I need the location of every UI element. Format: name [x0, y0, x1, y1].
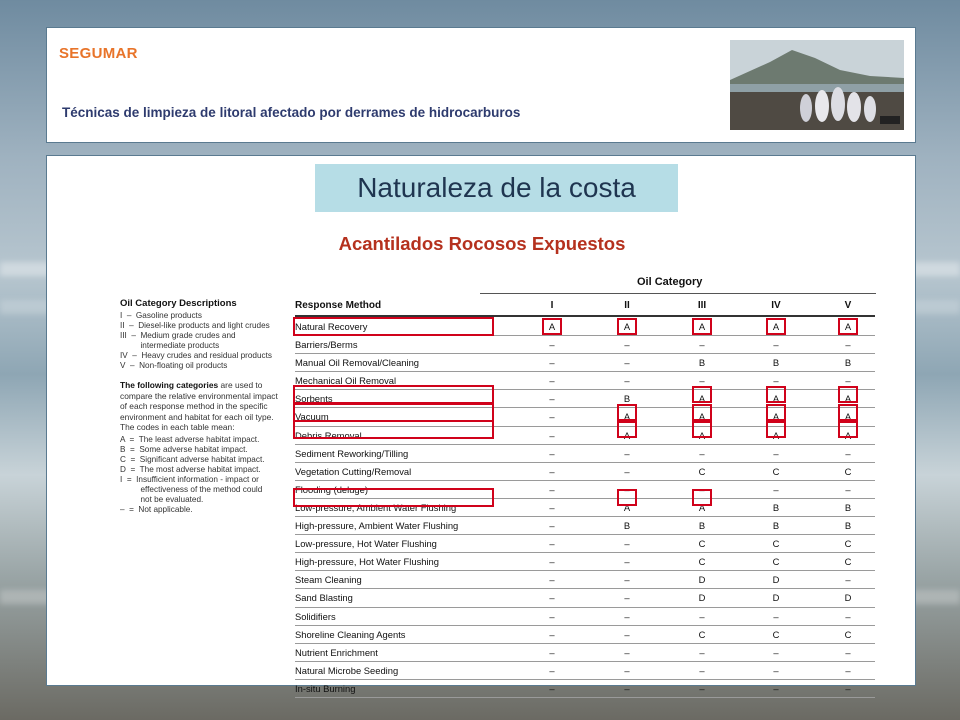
- response-method-cell: High-pressure, Ambient Water Flushing: [295, 520, 459, 532]
- rating-cell: –: [773, 483, 779, 495]
- rating-cell: D: [698, 574, 706, 586]
- rating-cell: C: [844, 465, 852, 477]
- response-method-cell: Mechanical Oil Removal: [295, 375, 397, 387]
- rating-cell: –: [699, 483, 705, 495]
- oil-category-rule: [480, 293, 876, 294]
- rating-cell: –: [549, 574, 555, 586]
- rating-cell: –: [773, 646, 779, 658]
- rating-cell: C: [698, 628, 706, 640]
- legend-code: effectiveness of the method could: [120, 484, 263, 494]
- slide-title: Naturaleza de la costa: [315, 164, 678, 212]
- rating-highlight-box: [617, 489, 637, 506]
- rating-cell: –: [624, 357, 630, 369]
- rating-cell: –: [549, 682, 555, 694]
- legend-code: C = Significant adverse habitat impact.: [120, 454, 265, 464]
- response-method-cell: Natural Recovery: [295, 321, 368, 332]
- rating-cell: B: [772, 357, 780, 369]
- rating-cell: –: [549, 592, 555, 604]
- response-method-cell: Natural Microbe Seeding: [295, 664, 399, 676]
- legend-title: Oil Category Descriptions: [120, 298, 237, 309]
- rating-cell: –: [549, 447, 555, 459]
- response-method-cell: Sediment Reworking/Tilling: [295, 447, 409, 459]
- rating-cell: B: [698, 520, 706, 532]
- method-column-header: Response Method: [295, 300, 382, 311]
- table-row: [295, 589, 875, 607]
- method-highlight-box: [293, 488, 494, 507]
- table-row: [295, 571, 875, 589]
- response-method-cell: High-pressure, Hot Water Flushing: [295, 556, 439, 568]
- beach-cleanup-photo: [730, 40, 904, 130]
- content-panel: [46, 155, 916, 694]
- rating-cell: –: [624, 375, 630, 387]
- rating-cell: –: [699, 447, 705, 459]
- rating-cell: –: [624, 538, 630, 550]
- rating-cell: –: [699, 664, 705, 676]
- rating-cell: A: [698, 321, 706, 332]
- rating-cell: B: [844, 501, 852, 513]
- rating-cell: –: [624, 447, 630, 459]
- rating-cell: –: [624, 483, 630, 495]
- rating-cell: –: [773, 664, 779, 676]
- rating-cell: –: [624, 574, 630, 586]
- rating-highlight-box: [692, 404, 712, 421]
- rating-cell: D: [844, 592, 852, 604]
- response-method-cell: Vegetation Cutting/Removal: [295, 465, 412, 477]
- rating-cell: –: [624, 610, 630, 622]
- rating-cell: –: [845, 483, 851, 495]
- rating-cell: –: [624, 646, 630, 658]
- legend-item: V – Non-floating oil products: [120, 361, 228, 370]
- rating-cell: A: [844, 321, 852, 332]
- response-method-cell: Manual Oil Removal/Cleaning: [295, 357, 420, 369]
- rating-cell: –: [699, 646, 705, 658]
- rating-cell: –: [549, 411, 555, 423]
- rating-cell: B: [698, 357, 706, 369]
- rating-highlight-box: [692, 386, 712, 403]
- rating-highlight-box: [838, 386, 858, 403]
- oil-category-legend: [120, 298, 285, 515]
- rating-cell: C: [772, 556, 780, 568]
- rating-cell: –: [773, 375, 779, 387]
- rating-cell: A: [772, 393, 780, 405]
- rating-highlight-box: [838, 421, 858, 438]
- rating-cell: –: [549, 339, 555, 351]
- column-header-v: V: [844, 300, 852, 311]
- rating-cell: D: [772, 592, 780, 604]
- rating-cell: –: [624, 682, 630, 694]
- rating-cell: –: [699, 375, 705, 387]
- rating-cell: C: [698, 465, 706, 477]
- rating-cell: –: [549, 628, 555, 640]
- rating-cell: B: [844, 520, 852, 532]
- column-header-ii: II: [624, 300, 630, 311]
- rating-cell: C: [698, 556, 706, 568]
- method-highlight-box: [293, 317, 494, 336]
- rating-cell: A: [698, 411, 706, 423]
- rating-cell: –: [773, 339, 779, 351]
- header-panel: [46, 27, 916, 143]
- legend-item: IV – Heavy crudes and residual products: [120, 351, 273, 360]
- response-method-cell: Steam Cleaning: [295, 574, 362, 586]
- brand-title: SEGUMAR: [59, 45, 138, 62]
- rating-cell: –: [624, 664, 630, 676]
- rating-cell: –: [549, 646, 555, 658]
- rating-cell: C: [698, 538, 706, 550]
- table-row: [295, 608, 875, 626]
- legend-codes: [120, 435, 285, 515]
- legend-code: I = Insufficient information - impact or: [120, 474, 259, 484]
- response-method-cell: Solidifiers: [295, 610, 336, 622]
- rating-cell: –: [773, 682, 779, 694]
- rating-cell: B: [844, 357, 852, 369]
- table-row: [295, 354, 875, 372]
- rating-cell: D: [772, 574, 780, 586]
- response-method-cell: Low-pressure, Hot Water Flushing: [295, 538, 437, 550]
- legend-paragraph: [120, 380, 285, 433]
- response-method-cell: Shoreline Cleaning Agents: [295, 628, 406, 640]
- rating-cell: B: [623, 393, 631, 405]
- legend-item: III – Medium grade crudes and: [120, 331, 236, 340]
- rating-cell: –: [699, 682, 705, 694]
- column-header-iii: III: [697, 300, 707, 311]
- rating-cell: –: [549, 393, 555, 405]
- rating-cell: –: [624, 592, 630, 604]
- rating-cell: A: [698, 501, 706, 513]
- rating-cell: A: [772, 429, 780, 441]
- rating-cell: –: [549, 375, 555, 387]
- response-method-table-image: [110, 269, 882, 694]
- rating-cell: –: [699, 339, 705, 351]
- rating-cell: –: [773, 610, 779, 622]
- table-row: [295, 553, 875, 571]
- column-header-i: I: [550, 300, 554, 311]
- rating-highlight-box: [692, 318, 712, 335]
- section-title: Acantilados Rocosos Expuestos: [338, 233, 626, 254]
- header-photo: [730, 40, 904, 130]
- rating-cell: –: [845, 664, 851, 676]
- rating-highlight-box: [617, 421, 637, 438]
- legend-code: A = The least adverse habitat impact.: [120, 434, 260, 444]
- rating-cell: A: [772, 321, 780, 332]
- rating-cell: A: [623, 501, 631, 513]
- response-method-cell: Sand Blasting: [295, 592, 353, 604]
- column-header-iv: IV: [771, 300, 781, 311]
- rating-highlight-box: [838, 404, 858, 421]
- response-method-cell: Vacuum: [295, 411, 329, 423]
- rating-cell: C: [772, 538, 780, 550]
- rating-cell: A: [623, 321, 631, 332]
- oil-category-heading: Oil Category: [637, 276, 703, 288]
- legend-code: D = The most adverse habitat impact.: [120, 464, 261, 474]
- rating-cell: –: [624, 339, 630, 351]
- rating-highlight-box: [766, 318, 786, 335]
- rating-cell: –: [549, 501, 555, 513]
- rating-cell: –: [549, 465, 555, 477]
- rating-cell: A: [698, 429, 706, 441]
- rating-highlight-box: [692, 489, 712, 506]
- legend-items: [120, 311, 285, 371]
- rating-cell: –: [549, 429, 555, 441]
- rating-cell: A: [844, 393, 852, 405]
- rating-cell: A: [548, 321, 556, 332]
- table-header-row: [295, 299, 875, 317]
- rating-cell: B: [623, 520, 631, 532]
- legend-code: B = Some adverse habitat impact.: [120, 444, 248, 454]
- rating-cell: A: [623, 429, 631, 441]
- rating-highlight-box: [542, 318, 562, 335]
- rating-cell: –: [845, 682, 851, 694]
- table-row: [295, 336, 875, 354]
- response-method-cell: Barriers/Berms: [295, 339, 358, 351]
- rating-cell: C: [772, 628, 780, 640]
- rating-cell: –: [549, 556, 555, 568]
- table-row: [295, 680, 875, 698]
- response-method-cell: Low-pressure, Ambient Water Flushing: [295, 501, 457, 513]
- table-row: [295, 644, 875, 662]
- legend-item: II – Diesel-like products and light crudes: [120, 321, 270, 330]
- rating-highlight-box: [766, 386, 786, 403]
- rating-cell: –: [845, 574, 851, 586]
- rating-cell: B: [772, 501, 780, 513]
- rating-cell: –: [549, 664, 555, 676]
- rating-cell: –: [773, 447, 779, 459]
- rating-cell: –: [549, 357, 555, 369]
- rating-cell: –: [845, 610, 851, 622]
- legend-item: I – Gasoline products: [120, 311, 202, 320]
- rating-cell: A: [772, 411, 780, 423]
- rating-cell: D: [698, 592, 706, 604]
- table-row: [295, 445, 875, 463]
- table-body: [295, 318, 875, 698]
- rating-cell: A: [844, 429, 852, 441]
- rating-cell: C: [844, 628, 852, 640]
- rating-cell: –: [699, 610, 705, 622]
- rating-cell: B: [772, 520, 780, 532]
- rating-cell: –: [549, 520, 555, 532]
- rating-cell: A: [844, 411, 852, 423]
- legend-code: – = Not applicable.: [120, 504, 193, 514]
- rating-cell: –: [549, 538, 555, 550]
- rating-highlight-box: [838, 318, 858, 335]
- rating-cell: –: [624, 556, 630, 568]
- rating-cell: –: [549, 610, 555, 622]
- rating-highlight-box: [692, 421, 712, 438]
- rating-cell: –: [845, 375, 851, 387]
- rating-highlight-box: [766, 404, 786, 421]
- rating-highlight-box: [617, 404, 637, 421]
- response-method-cell: In-situ Burning: [295, 682, 356, 694]
- table-row: [295, 535, 875, 553]
- rating-cell: C: [844, 538, 852, 550]
- rating-cell: –: [845, 646, 851, 658]
- response-method-cell: Nutrient Enrichment: [295, 646, 378, 658]
- rating-cell: –: [549, 483, 555, 495]
- rating-cell: A: [623, 411, 631, 423]
- rating-cell: C: [772, 465, 780, 477]
- header-subtitle: Técnicas de limpieza de litoral afectado por derrames de hidrocarburos: [62, 105, 521, 120]
- rating-cell: –: [624, 465, 630, 477]
- legend-paragraph-text: are used to compare the relative environmental impact of each response method in the specific environment and habitat for each oil type. The codes in each table mean:: [120, 380, 278, 432]
- rating-cell: A: [698, 393, 706, 405]
- response-method-cell: Flooding (deluge): [295, 483, 368, 495]
- rating-cell: –: [624, 628, 630, 640]
- rating-cell: C: [844, 556, 852, 568]
- table-row: [295, 626, 875, 644]
- response-method-cell: Debris Removal: [295, 429, 362, 441]
- method-highlight-box: [293, 420, 494, 439]
- table-row: [295, 517, 875, 535]
- legend-paragraph-bold: The following categories: [120, 380, 219, 390]
- table-row: [295, 662, 875, 680]
- legend-item: intermediate products: [120, 341, 220, 350]
- rating-cell: –: [845, 339, 851, 351]
- response-method-cell: Sorbents: [295, 393, 333, 405]
- rating-highlight-box: [766, 421, 786, 438]
- rating-cell: –: [845, 447, 851, 459]
- legend-code: not be evaluated.: [120, 494, 204, 504]
- table-row: [295, 463, 875, 481]
- rating-highlight-box: [617, 318, 637, 335]
